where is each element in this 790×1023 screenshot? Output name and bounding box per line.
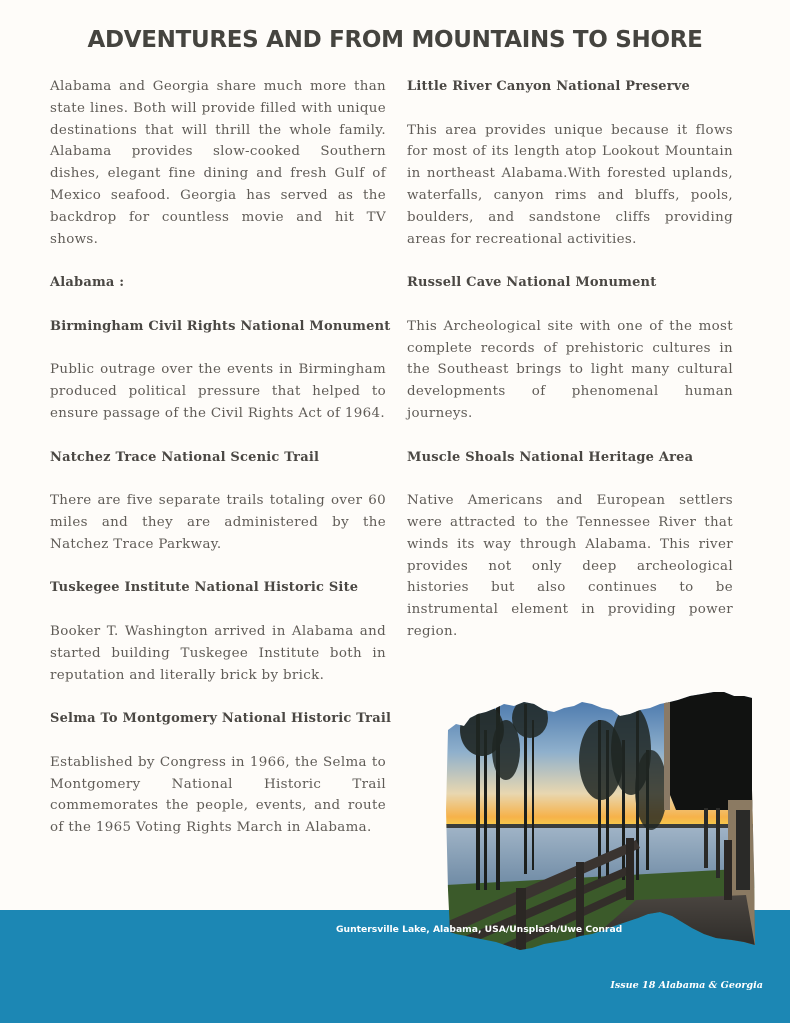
left-column xyxy=(50,76,392,861)
right-column xyxy=(407,76,733,665)
section-body: There are five separate trails totaling over 60 miles and they are administered by the Natchez Trace Parkway. xyxy=(50,493,386,552)
section-body: Established by Congress in 1966, the Selma to Montgomery National Historic Trail commemorates the people, events, and route of the 1965 Voting Rights March in Alabama. xyxy=(50,754,386,836)
section-heading: Little River Canyon National Preserve xyxy=(407,79,691,94)
page-title: ADVENTURES AND FROM MOUNTAINS TO SHORE xyxy=(87,27,703,53)
section-heading: Russell Cave National Monument xyxy=(407,275,657,291)
intro-paragraph: Alabama and Georgia share much more than state lines. Both will provide filled with unique destinations that will thrill the whole family. Alabama provides slow-cooked Southern dishes, elegant fine dining and fresh Gulf of Mexico seafood. Georgia has served as the backdrop for countless movie and hit TV shows. xyxy=(50,79,386,247)
section-body: Public outrage over the events in Birmingham produced political pressure that helped to ensure passage of the Civil Rights Act of 1964. xyxy=(50,362,386,421)
state-heading: Alabama : xyxy=(50,275,125,291)
section-body: Booker T. Washington arrived in Alabama and started building Tuskegee Institute both in reputation and literally brick by brick. xyxy=(50,623,386,683)
lake-sunset-photo xyxy=(446,690,756,952)
section-heading: Selma To Montgomery National Historic Trail xyxy=(50,711,392,727)
photo-caption: Guntersville Lake, Alabama, USA/Unsplash/Uwe Conrad xyxy=(336,924,623,935)
section-heading: Natchez Trace National Scenic Trail xyxy=(50,449,320,465)
section-body: This Archeological site with one of the most complete records of prehistoric cultures in the Southeast brings to light many cultural developments of phenomenal human journeys. xyxy=(407,318,733,421)
section-heading: Birmingham Civil Rights National Monument xyxy=(50,318,391,334)
issue-label: Issue 18 Alabama & Georgia xyxy=(610,980,763,991)
section-heading: Tuskegee Institute National Historic Site xyxy=(50,580,359,596)
section-body: Native Americans and European settlers were attracted to the Tennessee River that winds its way through Alabama. This river provides not only deep archeological histories but also continues to be instrumental element in providing power region. xyxy=(407,493,733,639)
section-body: This area provides unique because it flows for most of its length atop Lookout Mountain in northeast Alabama.With forested uplands, waterfalls, canyon rims and bluffs, pools, boulders, and sandstone cliffs providing areas for recreational activities. xyxy=(407,122,733,247)
section-heading: Muscle Shoals National Heritage Area xyxy=(407,449,694,465)
